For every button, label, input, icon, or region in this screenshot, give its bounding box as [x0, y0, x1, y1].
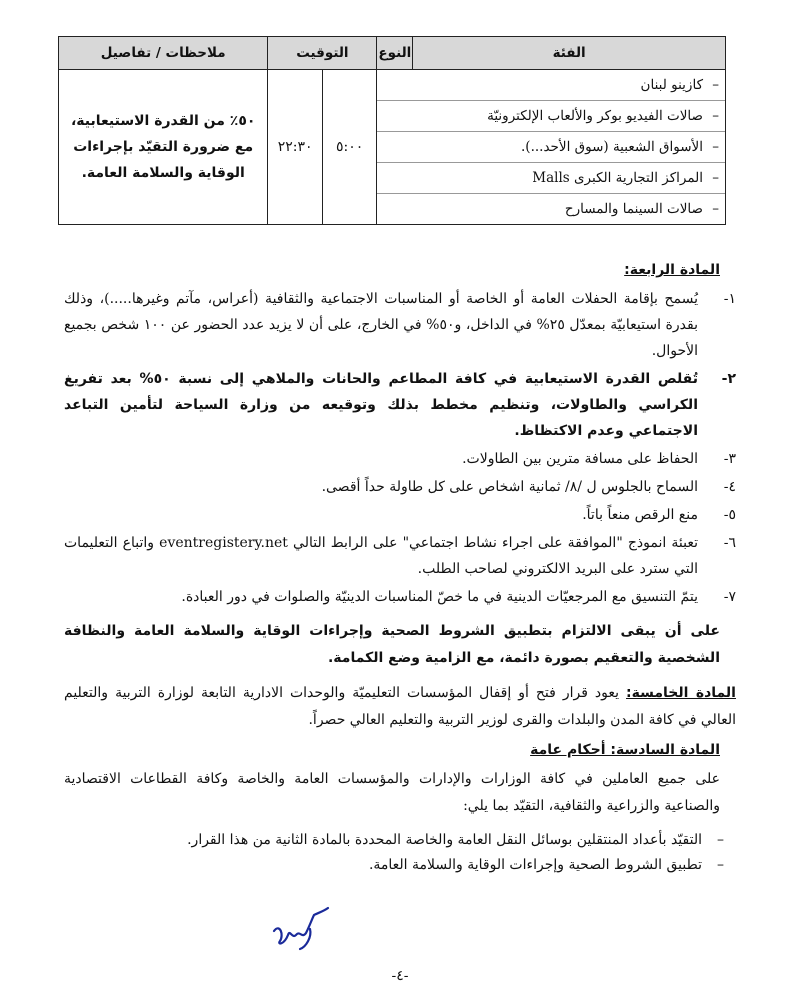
category-item: – كازينو لبنان — [377, 70, 725, 101]
article6-text: على جميع العاملين في كافة الوزارات والإدارات والمؤسسات العامة والخاصة وكافة القطاعات الاقتصادية والصناعية والزراعية والثقافية، التقيّد بما يلي: — [64, 771, 720, 814]
article5-heading: المادة الخامسة: — [626, 685, 736, 701]
category-item: – المراكز التجارية الكبرى Malls — [377, 163, 725, 194]
item-text: السماح بالجلوس ل /٨/ ثمانية اشخاص على كل طاولة حداً أقصى. — [321, 479, 698, 495]
article5 — [64, 680, 736, 734]
document-body — [64, 262, 736, 878]
article4-item — [64, 366, 736, 444]
category-list — [377, 70, 725, 224]
article4-item — [64, 530, 736, 582]
category-item: – صالات السينما والمسارح — [377, 194, 725, 224]
item-number: ٤- — [723, 479, 736, 495]
item-number: ٣- — [723, 451, 736, 467]
article6-item: – التقيّد بأعداد المنتقلين بوسائل النقل العامة والخاصة المحددة بالمادة الثانية من هذا القرار. — [64, 828, 736, 853]
header-notes: ملاحظات / تفاصيل — [59, 37, 268, 70]
header-timing: التوقيت — [268, 37, 377, 70]
item-text: منع الرقص منعاً باتاً. — [582, 507, 698, 523]
venues-table — [58, 36, 726, 225]
article6-item: – تطبيق الشروط الصحية وإجراءات الوقاية والسلامة العامة. — [64, 853, 736, 878]
category-item: – صالات الفيديو بوكر والألعاب الإلكترونيّة — [377, 101, 725, 132]
item-text: تعبئة انموذج "الموافقة على اجراء نشاط اجتماعي" على الرابط التالي eventregistery.net واتباع التعليمات التي سترد على البريد الالكتروني لصاحب الطلب. — [64, 535, 698, 577]
article4-list — [64, 286, 736, 610]
item-number: ٧- — [723, 589, 736, 605]
article4-heading: المادة الرابعة: — [624, 262, 720, 278]
time-to: ٢٢:٣٠ — [268, 70, 323, 225]
article4-item — [64, 286, 736, 364]
article5-text: يعود قرار فتح أو إقفال المؤسسات التعليميّة والوحدات الادارية التابعة لوزارة التربية والتعليم العالي في كافة المدن والبلدات والقرى لوزير التربية والتعليم العالي حصراً. — [64, 685, 736, 728]
item-text: يتمّ التنسيق مع المرجعيّات الدينية في ما خصّ المناسبات الدينيّة والصلوات في دور العبادة. — [181, 589, 698, 605]
article4-item — [64, 584, 736, 610]
article4-item — [64, 474, 736, 500]
item-text: الحفاظ على مسافة مترين بين الطاولات. — [462, 451, 698, 467]
item-number: ٢- — [721, 371, 736, 387]
article4-item — [64, 446, 736, 472]
item-text: تُقلص القدرة الاستيعابية في كافة المطاعم والحانات والملاهي إلى نسبة ٥٠% بعد تفريغ الكراسي والطاولات، وتنظيم مخطط بذلك وتوقيعه من وزارة السياحة لتأمين التباعد الاجتماعي وعدم الاكتظاظ. — [64, 371, 698, 439]
item-text: يُسمح بإقامة الحفلات العامة أو الخاصة أو المناسبات الاجتماعية والثقافية (أعراس، مآتم وغيرها.....)، وذلك بقدرة استيعابيّة بمعدّل ٢٥% في الداخل، و٥٠% في الخارج، على أن لا يزيد عدد الحضور عن ١٠٠ شخص بجميع الأحوال. — [64, 291, 698, 359]
time-from: ٥:٠٠ — [322, 70, 376, 225]
signature — [270, 905, 330, 951]
page-number: -٤- — [391, 968, 409, 984]
item-number: ٥- — [723, 507, 736, 523]
article4-item — [64, 502, 736, 528]
notes-cell: ٥٠٪ من القدرة الاستيعابية، مع ضرورة التقيّد بإجراءات الوقاية والسلامة العامة. — [59, 70, 268, 225]
category-item: – الأسواق الشعبية (سوق الأحد...). — [377, 132, 725, 163]
item-number: ١- — [723, 291, 736, 307]
article6-list — [64, 828, 736, 878]
article4-closing: على أن يبقى الالتزام بتطبيق الشروط الصحية وإجراءات الوقاية والسلامة العامة والنظافة الشخصية والتعقيم بصورة دائمة، مع الزامية وضع الكمامة. — [64, 623, 720, 666]
category-cell — [377, 70, 726, 225]
header-type: النوع — [377, 37, 413, 70]
header-category: الفئة — [413, 37, 726, 70]
article6-heading: المادة السادسة: أحكام عامة — [530, 742, 720, 758]
item-number: ٦- — [723, 535, 736, 551]
